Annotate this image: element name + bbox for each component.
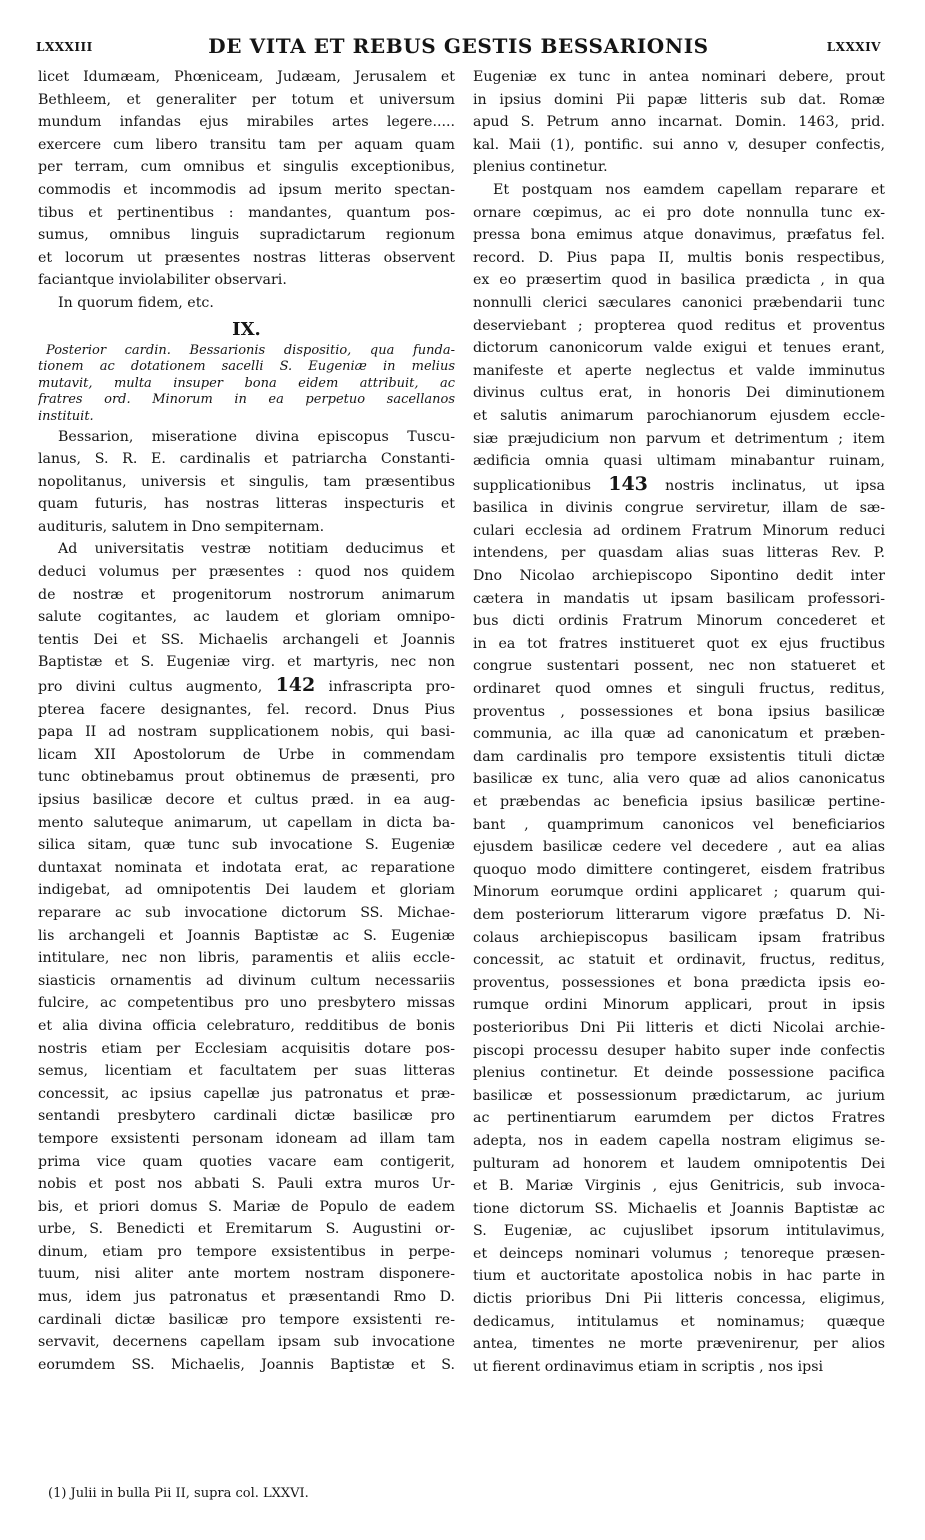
text-line: reparare ac sub invocatione dictorum SS. Michae- [38, 904, 455, 921]
text-line: et B. Mariæ Virginis , ejus Genitricis, sub invoca- [473, 1178, 885, 1195]
text-line: deserviebant ; propterea quod reditus et proventus [473, 317, 885, 334]
text-line: mus, idem jus patronatus et præsentandi Rmo D. [38, 1289, 455, 1306]
text-line: et alia divina officia celebraturo, redditibus de bonis [38, 1017, 455, 1034]
text-line: antea, timentes ne morte prævenirenur, per alios [473, 1336, 885, 1353]
text-line: basilicæ et possessionum prædictarum, ac jurium [473, 1087, 885, 1104]
text-line: duntaxat nominata et indotata erat, ac reparatione [38, 859, 455, 876]
line-with-margin-number-143 [473, 473, 885, 498]
text-line: concessit, ac statuit et ordinavit, fructus, reditus, [473, 952, 885, 969]
text-line: Baptistæ et S. Eugeniæ virg. et martyris, nec non [38, 654, 455, 671]
text-line: ac pertinentiarum earumdem per dictos Fratres [473, 1110, 885, 1127]
text-line: dem posteriorum litterarum vigore præfatus D. Ni- [473, 906, 885, 923]
letter-body-b [38, 699, 455, 1377]
line-text-after: nostris inclinatus, ut ipsa [665, 477, 885, 494]
text-line: quam futuris, has nostras litteras inspecturis et [38, 496, 455, 513]
footnote: (1) Julii in bulla Pii II, supra col. LXXVI. [48, 1486, 309, 1501]
text-line: Bethleem, et generaliter per totum et universum [38, 91, 455, 108]
text-line: Ad universitatis vestræ notitiam deducimus et [58, 541, 455, 558]
text-line: et salutis animarum parochianorum ejusdem eccle- [473, 407, 885, 424]
text-line: licam XII Apostolorum de Urbe in commendam [38, 746, 455, 763]
text-line: posterioribus Dni Pii litteris et dicti Nicolai archie- [473, 1019, 885, 1036]
text-line: bus dicti ordinis Fratrum Minorum concederet et [473, 613, 885, 630]
section-summary [38, 343, 455, 426]
text-line: papa II ad nostram supplicationem nobis, qui basi- [38, 724, 455, 741]
text-line: ut fierent ordinavimus etiam in scriptis , nos ipsi [473, 1358, 824, 1375]
text-line: tibus et pertinentibus : mandantes, quantum pos- [38, 204, 455, 221]
text-line: Bessarion, miseratione divina episcopus Tuscu- [58, 428, 455, 445]
text-line: cardinali dictæ basilicæ pro tempore exsistenti re- [38, 1311, 455, 1328]
text-line: tunc obtinebamus prout obtinemus de præsenti, pro [38, 769, 455, 786]
text-line: nostris etiam per Ecclesiam acquisitis dotare pos- [38, 1040, 455, 1057]
text-line: nobis et post nos abbati S. Pauli extra muros Ur- [38, 1176, 455, 1193]
text-line: tentis Dei et SS. Michaelis archangeli et Joannis [38, 631, 455, 648]
text-line: ex eo præsertim quod in basilica prædicta , in qua [473, 272, 885, 289]
text-line: per terram, cum omnibus et singulis exceptionibus, [38, 159, 455, 176]
text-line: tuum, nisi aliter ante mortem nostram disponere- [38, 1266, 455, 1283]
text-line: licet Idumæam, Phœniceam, Judæam, Jerusalem et [38, 69, 455, 85]
text-line: concessit, ac ipsius capellæ jus patronatus et præ- [38, 1085, 455, 1102]
text-line: sentandi presbytero cardinali dictæ basilicæ pro [38, 1108, 455, 1125]
text-line: deduci volumus per præsentes : quod nos quidem [38, 564, 455, 581]
text-line: dictorum canonicorum valde exigui et tenues erant, [473, 340, 885, 357]
text-line: intendens, per quasdam alias suas litteras Rev. P. [473, 545, 885, 562]
text-line: faciantque inviolabiliter observari. [38, 272, 287, 289]
text-line: quoquo modo dimittere contingeret, eisdem fratribus [473, 861, 885, 878]
text-line: Dno Nicolao archiepiscopo Sipontino dedit inter [473, 568, 885, 585]
closing-formula: In quorum fidem, etc. [58, 294, 214, 311]
text-line: rumque ordini Minorum applicari, prout in ipsis [473, 997, 885, 1014]
text-line: in ea tot fratres institueret quot ex ejus fructibus [473, 635, 885, 652]
text-line: et deinceps nominari volumus ; tenoreque præsen- [473, 1245, 885, 1262]
text-line: Et postquam nos eamdem capellam reparare et [493, 181, 885, 198]
text-line: sumus, omnibus linguis supradictarum regionum [38, 227, 455, 244]
right-paragraph-a [473, 179, 885, 473]
text-line: colaus archiepiscopus basilicam ipsam fratribus [473, 929, 885, 946]
letter-salutation [38, 426, 455, 539]
left-paragraph-continued [38, 66, 455, 292]
text-line: dam cardinalis pro tempore exsistentis tituli dictæ [473, 748, 885, 765]
right-paragraph-continued [473, 66, 885, 179]
text-line: bant , quamprimum canonicos vel beneficiarios [473, 816, 885, 833]
summary-line: mutavit, multa insuper bona eidem attribuit, ac [38, 375, 455, 391]
text-line: basilicæ ex tunc, alia vero quæ ad alios canonicatus [473, 771, 885, 788]
text-line: dinum, etiam pro tempore exsistentibus in perpe- [38, 1243, 455, 1260]
text-line: cætera in mandatis ut ipsam basilicam professori- [473, 590, 885, 607]
running-title: DE VITA ET REBUS GESTIS BESSARIONIS [208, 34, 709, 58]
text-line: bis, et priori domus S. Mariæ de Populo de eadem [38, 1198, 455, 1215]
text-line: pressa bona emimus atque donavimus, præfatus fel. [473, 227, 885, 244]
line-with-margin-number-142 [38, 674, 455, 699]
text-line: Eugeniæ ex tunc in antea nominari debere, prout [473, 69, 885, 85]
right-column [473, 66, 885, 1378]
text-line: indigebat, ad omnipotentis Dei laudem et gloriam [38, 882, 455, 899]
text-line: manifeste et aperte neglectus et valde imminutus [473, 362, 885, 379]
summary-line: instituit. [38, 408, 94, 424]
text-line: nopolitanus, universis et singulis, tam præsentibus [38, 473, 455, 490]
text-line: pulturam ad honorem et laudem omnipotentis Dei [473, 1155, 885, 1172]
text-line: congrue sustentari possent, nec non statueret et [473, 658, 885, 675]
text-line: eorumdem SS. Michaelis, Joannis Baptistæ et S. [38, 1356, 455, 1373]
summary-line: Posterior cardin. Bessarionis dispositio, qua funda- [46, 342, 455, 358]
text-line: siæ præjudicium non parvum et detrimentum ; item [473, 430, 885, 447]
text-line: ornare cœpimus, ac ei pro dote nonnulla tunc ex- [473, 204, 885, 221]
text-line: proventus , possessiones et bona ipsius basilicæ [473, 703, 885, 720]
text-line: S. Eugeniæ, ac cujuslibet ipsorum intitulavimus, [473, 1223, 885, 1240]
text-line: culari ecclesia ad ordinem Fratrum Minorum reduci [473, 522, 885, 539]
text-line: proventus, possessiones et bona prædicta ipsis eo- [473, 974, 885, 991]
text-line: dedicamus, intitulamus et nominamus; quæque [473, 1313, 885, 1330]
text-line: ædificia omnia quasi ultimam minabantur ruinam, [473, 453, 885, 470]
letter-body-a [38, 538, 455, 674]
text-line: nonnulli clerici sæculares canonici præbendarii tunc [473, 294, 885, 311]
text-line: salute cogitantes, ac laudem et gloriam omnipo- [38, 609, 455, 626]
text-line: plenius continetur. Et deinde possessione pacifica [473, 1065, 885, 1082]
text-line: pterea facere designantes, fel. record. Dnus Pius [38, 701, 455, 718]
text-line: commodis et incommodis ad ipsum merito spectan- [38, 181, 455, 198]
text-line: piscopi processu desuper habito super inde confectis [473, 1042, 885, 1059]
text-line: intitulare, nec non libris, paramentis et aliis eccle- [38, 950, 455, 967]
text-line: servavit, decernens capellam ipsam sub invocatione [38, 1334, 455, 1351]
text-line: de nostræ et progenitorum nostrorum animarum [38, 586, 455, 603]
text-line: lis archangeli et Joannis Baptistæ ac S. Eugeniæ [38, 927, 455, 944]
text-line: et præbendas ac beneficia ipsius basilicæ pertine- [473, 794, 885, 810]
text-line: tium et auctoritate apostolica nobis in hac parte in [473, 1268, 885, 1285]
text-line: urbe, S. Benedicti et Eremitarum S. Augustini or- [38, 1221, 455, 1238]
text-line: ipsius basilicæ decore et cultus præd. in ea aug- [38, 792, 455, 808]
section-number: IX. [232, 318, 261, 340]
text-line: basilica in divinis congrue serviretur, illam de sæ- [473, 500, 885, 517]
text-line: exercere cum libero transitu tam per aquam quam [38, 136, 455, 153]
text-line: audituris, salutem in Dno sempiternam. [38, 518, 325, 535]
left-column [38, 66, 455, 1376]
margin-number-143: 143 [608, 472, 648, 495]
text-line: ordinaret quod omnes et singuli fructus, reditus, [473, 681, 885, 698]
text-line: semus, licentiam et facultatem per suas litteras [38, 1063, 455, 1080]
line-text-before: supplicationibus [473, 477, 592, 494]
text-line: apud S. Petrum anno incarnat. Domin. 1463, prid. [473, 114, 885, 131]
text-line: tempore exsistenti personam idoneam ad illam tam [38, 1130, 455, 1147]
text-line: in ipsius domini Pii papæ litteris sub dat. Romæ [473, 91, 885, 108]
left-page-number: LXXXIII [36, 40, 93, 54]
text-line: plenius continetur. [473, 159, 608, 176]
text-line: mundum infandas ejus mirabiles artes legere..... [38, 114, 455, 131]
right-paragraph-b [473, 497, 885, 1378]
text-line: kal. Maii (1), pontific. sui anno v, desuper confectis, [473, 136, 885, 153]
text-line: prima vice quam quoties vacare eam contigerit, [38, 1153, 455, 1170]
text-line: et locorum ut præsentes nostras litteras observent [38, 249, 455, 266]
text-line: ejusdem basilicæ cedere vel decedere , aut ea alias [473, 839, 885, 856]
text-line: divinus cultus erat, in honoris Dei diminutionem [473, 385, 885, 402]
page-header [36, 34, 881, 64]
line-text-after: infrascripta pro- [328, 679, 455, 696]
text-line: siasticis ornamentis ad divinum cultum necessariis [38, 972, 455, 989]
text-line: Minorum eorumque ordini applicaret ; quarum qui- [473, 884, 885, 901]
line-text-before: pro divini cultus augmento, [38, 679, 263, 696]
text-line: dictis prioribus Dni Pii litteris concessa, eligimus, [473, 1291, 885, 1308]
text-line: record. D. Pius papa II, multis bonis respectibus, [473, 249, 885, 266]
summary-line: fratres ord. Minorum in ea perpetuo sacellanos [38, 392, 455, 408]
text-line: communia, ac illa quæ ad canonicatum et præben- [473, 726, 885, 743]
text-line: tione dictorum SS. Michaelis et Joannis Baptistæ ac [473, 1200, 885, 1217]
margin-number-142: 142 [275, 674, 316, 697]
right-page-number: LXXXIV [826, 40, 881, 54]
summary-line: tionem ac dotationem sacelli S. Eugeniæ in melius [38, 359, 455, 375]
text-line: mento saluteque animarum, ut capellam in dicta ba- [38, 814, 455, 831]
text-line: lanus, S. R. E. cardinalis et patriarcha Constanti- [38, 451, 455, 468]
text-line: silica sitam, quæ tunc sub invocatione S. Eugeniæ [38, 837, 455, 854]
text-line: fulcire, ac competentibus pro uno presbytero missas [38, 995, 455, 1012]
text-line: adepta, nos in eadem capella nostram eligimus se- [473, 1132, 885, 1149]
